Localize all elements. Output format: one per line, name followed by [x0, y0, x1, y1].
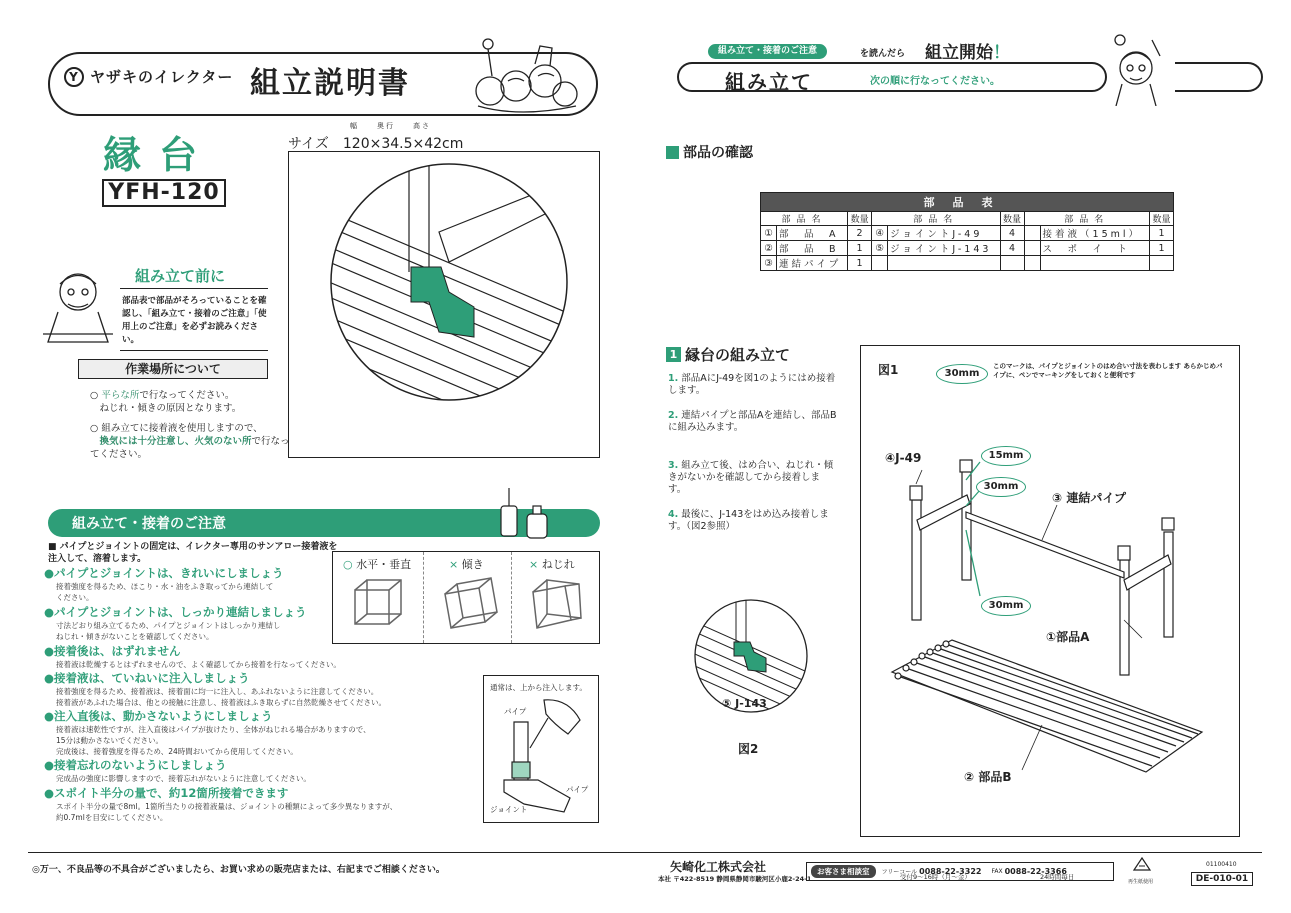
cell: ジョイントJ-143 [888, 241, 1000, 256]
product-name: 縁台 [103, 133, 216, 177]
dimension-labels [350, 121, 431, 131]
cell [872, 256, 888, 271]
cell: 部 品 B [777, 241, 848, 256]
injection-caption: 通常は、上から注入します。 [490, 683, 587, 692]
alignment-comparison-box [332, 551, 600, 644]
cell: 1 [848, 241, 872, 256]
cell [1024, 226, 1040, 241]
doc-number: DE-010-01 [1191, 872, 1253, 886]
parts-table-caption: 部品表 [761, 193, 1174, 212]
caution-7-title: スポイト半分の量で、約12箇所接着できます [54, 786, 289, 800]
joint-closeup-illustration [289, 152, 599, 457]
step-4-text: 最後に、J-143をはめ込み接着します。（図2参照） [668, 509, 829, 532]
caution-4: ●接着液は、ていねいに注入しましょう 接着強度を得るため、接着液は、接着面に均一に注入し、あふれないように注意してください。 接着液があふれた場合は、他との接触に注意し、接着液はふき取らずに自然乾燥させてください。 [44, 671, 386, 707]
cell [1000, 256, 1024, 271]
cell: ① [761, 226, 777, 241]
caution-5-line-3: 完成後は、接着強度を得るため、24時間おいてから使用してください。 [56, 747, 298, 756]
workplace-item-2-sub: で行なってください。 [90, 436, 290, 460]
cautions-band-title: 組み立て・接着のご注意 [72, 516, 226, 532]
step-2 [668, 410, 838, 434]
freecall-number: 0088-22-3322 [919, 867, 982, 876]
comparison-ok [343, 556, 411, 572]
cell: ④ [872, 226, 888, 241]
frame-cube-icons [333, 574, 599, 644]
divider [120, 350, 268, 351]
freecall-hours: 受付9〜16時（月〜金） [900, 873, 971, 881]
table-row [761, 212, 1174, 226]
step-4-number: 4. [668, 509, 679, 520]
step-3-number: 3. [668, 460, 679, 471]
recycle-icon [1130, 856, 1154, 876]
fax-number: 0088-22-3366 [1004, 867, 1067, 876]
cell: 1 [1150, 226, 1174, 241]
workplace-item-1: ○ 平らな所で行なってください。 ねじれ・傾きの原因となります。 [90, 390, 242, 414]
cell: 連結パイプ [777, 256, 848, 271]
fax-label: FAX [991, 868, 1003, 875]
closeup-illustration-box [288, 151, 600, 458]
caution-6: ●接着忘れのないようにしましょう 完成品の強度に影響しますので、接着忘れがないように注意してください。 [44, 758, 311, 783]
step-4 [668, 509, 838, 533]
parts-table [760, 192, 1174, 271]
comparison-tilt-label: 傾き [461, 558, 484, 571]
caution-4-line-2: 接着液があふれた場合は、他との接触に注意し、接着液はふき取らずに自然乾燥させてください。 [56, 698, 386, 707]
cell: ス ポ イ ト [1040, 241, 1149, 256]
fig1-label: 図1 [878, 363, 899, 377]
caution-4-line-1: 接着強度を得るため、接着液は、接着面に均一に注入し、あふれないように注意してください。 [56, 687, 379, 696]
doc-title: 組立説明書 [250, 66, 410, 101]
cell: 4 [1000, 226, 1024, 241]
adhesive-bottle-icon [495, 484, 555, 544]
step-1-number: 1. [668, 373, 679, 384]
col-qty-3: 数量 [1150, 212, 1174, 226]
caution-2-line-2: ねじれ・傾きがないことを確認してください。 [56, 632, 214, 641]
table-row [761, 256, 1174, 271]
caution-2-line-1: 寸法どおり組み立てるため、パイプとジョイントはしっかり連結し [56, 621, 281, 630]
caution-1-line-1: 接着強度を得るため、ほこり・水・油をふき取ってから連結して [56, 582, 274, 591]
caution-reference-tag: 組み立て・接着のご注意 [708, 44, 827, 59]
cell [1040, 256, 1149, 271]
fig1-pipe-label: ③ 連結パイプ [1052, 491, 1126, 505]
brand-text: ヤザキのイレクター [90, 68, 234, 86]
cell: ② [761, 241, 777, 256]
footer-divider [28, 852, 1262, 853]
mascot-icon [1108, 30, 1168, 106]
yazaki-logo-icon: Y [64, 67, 84, 87]
divider [120, 288, 268, 289]
fig1-mark-note: このマークは、パイプとジョイントのはめ合い寸法を表わします あらかじめパイプに、ペンでマーキングをしておくと便利です [993, 362, 1223, 379]
injection-pipe2-label: パイプ [566, 785, 589, 794]
fax-hours: 24時間毎日 [1040, 873, 1075, 881]
assembly-title-frame-end [1175, 62, 1263, 92]
fig1-dim-15: 15mm [981, 446, 1031, 466]
size-value: 120×34.5×42cm [342, 136, 464, 152]
table-row [761, 241, 1174, 256]
comparison-ok-mark: ○ [343, 558, 353, 571]
comparison-ok-label: 水平・垂直 [356, 558, 412, 571]
parts-section-title: 部品の確認 [683, 145, 753, 161]
assembly-section-title: 縁台の組み立て [685, 346, 791, 364]
workplace-item-2: ○ 組み立てに接着液を使用しますので、 換気には十分注意し、火気のない所で行なってください。 [90, 423, 290, 460]
injection-illustration-box [483, 675, 599, 823]
caution-7-line-2: 約0.7mlを目安にしてください。 [56, 813, 168, 822]
injection-hand-illustration [484, 694, 598, 822]
cell: 4 [1000, 241, 1024, 256]
fig1-j49-label: ④J-49 [885, 451, 922, 465]
fig2-label: 図2 [738, 742, 759, 756]
company-name: 矢崎化工株式会社 [670, 860, 767, 874]
caution-2-title: パイプとジョイントは、しっかり連結しましょう [54, 605, 307, 619]
caution-3: ●接着後は、はずれません 接着液は乾燥するとはずれませんので、よく確認してから接着を行なってください。 [44, 644, 341, 669]
workplace-item-2-lead: 組み立てに接着液を使用しますので、 [101, 423, 263, 434]
workplace-item-2-em: 換気には十分注意し、火気のない所 [99, 436, 252, 447]
comparison-twist-label: ねじれ [541, 558, 575, 571]
step-2-text: 連結パイプと部品Aを連結し、部品Bに組み込みます。 [668, 410, 837, 433]
caution-4-title: 接着液は、ていねいに注入しましょう [54, 671, 250, 685]
company-address: 本社 〒422-8519 静岡県静岡市駿河区小鹿2-24-1 [658, 875, 812, 883]
size-spec [288, 133, 463, 153]
fig1-dim-30b: 30mm [981, 596, 1031, 616]
assembly-section-number: 1 [666, 347, 681, 362]
fig1-partB-label: ② 部品B [964, 770, 1012, 784]
fig2-j143-label: ⑤ J-143 [722, 697, 767, 710]
dim-height-label: 高さ [413, 122, 431, 130]
workplace-item-1-lead: 平らな所 [101, 390, 140, 401]
cell: 2 [848, 226, 872, 241]
cell [1024, 256, 1040, 271]
section-marker-icon [666, 146, 679, 159]
caution-7: ●スポイト半分の量で、約12箇所接着できます スポイト半分の量で8ml。1箇所当たりの接着液量は、ジョイントの種類によって多少異なりますが、 約0.7mlを目安にしてください。 [44, 786, 398, 822]
caution-3-line-1: 接着液は乾燥するとはずれませんので、よく確認してから接着を行なってください。 [56, 660, 341, 669]
cell: ⑤ [872, 241, 888, 256]
caution-7-line-1: スポイト半分の量で8ml。1箇所当たりの接着液量は、ジョイントの種類によって多少異なりますが、 [56, 802, 398, 811]
fig1-dim-30a: 30mm [976, 477, 1026, 497]
caution-6-line-1: 完成品の強度に影響しますので、接着忘れがないように注意してください。 [56, 774, 311, 783]
workplace-item-1-rest: で行なってください。 [139, 390, 235, 401]
injection-joint-label: ジョイント [490, 805, 528, 814]
caution-5-line-1: 接着液は速乾性ですが、注入直後はパイプが抜けたり、全体がねじれる場合がありますので、 [56, 725, 371, 734]
footer-disclaimer: ◎万一、不良品等の不具合がございましたら、お買い求めの販売店または、右記までご相談ください。 [32, 865, 445, 875]
parts-section-heading [666, 142, 753, 162]
assembly-section-heading [666, 344, 790, 365]
size-label: サイズ [288, 136, 329, 152]
freecall-label: フリーコール [881, 869, 918, 876]
caution-1: ●パイプとジョイントは、きれいにしましょう 接着強度を得るため、ほこり・水・油をふき取ってから連結して ください。 [44, 566, 284, 602]
cell: 部 品 A [777, 226, 848, 241]
step-2-number: 2. [668, 410, 679, 421]
step-1 [668, 373, 838, 397]
contact-label: お客さま相談室 [811, 865, 876, 878]
assembly-subtitle: 次の順に行なってください。 [870, 76, 1000, 87]
workplace-item-1-sub: ねじれ・傾きの原因となります。 [99, 403, 242, 414]
caution-5: ●注入直後は、動かさないようにしましょう 接着液は速乾性ですが、注入直後はパイプが抜けたり、全体がねじれる場合がありますので、 15分は動かさないでください。 完成後は、接着強度を得るため、24時間おいてから使用してください。 [44, 709, 371, 756]
col-name-3: 部品名 [1024, 212, 1149, 226]
table-row [761, 226, 1174, 241]
cell [1024, 241, 1040, 256]
caution-3-title: 接着後は、はずれません [54, 644, 181, 658]
comparison-twist [529, 556, 575, 572]
comparison-tilt-mark: × [449, 558, 459, 571]
cautions-intro-text: パイプとジョイントの固定は、イレクター専用のサンアロー接着液を注入して、溶着します。 [48, 542, 338, 564]
doc-subnumber: 01100410 [1206, 861, 1237, 868]
start-heading [925, 38, 1010, 63]
caution-1-title: パイプとジョイントは、きれいにしましょう [54, 566, 284, 580]
mascot-group-icon [460, 36, 580, 118]
col-name-1: 部品名 [761, 212, 848, 226]
col-name-2: 部品名 [872, 212, 1000, 226]
brand-logo [64, 66, 233, 87]
dim-width-label: 幅 [350, 122, 359, 130]
start-text: 組立開始 [925, 43, 993, 63]
step-1-text: 部品AにJ-49を図1のようにはめ接着します。 [668, 373, 836, 396]
caution-1-line-2: ください。 [56, 593, 94, 602]
cell [888, 256, 1000, 271]
assembly-title: 組み立て [725, 70, 813, 94]
comparison-twist-mark: × [529, 558, 539, 571]
step-3-text: 組み立て後、はめ合い、ねじれ・傾きがないかを確認してから接着します。 [668, 460, 834, 495]
workplace-heading: 作業場所について [78, 359, 268, 379]
cell: 1 [848, 256, 872, 271]
caution-2: ●パイプとジョイントは、しっかり連結しましょう 寸法どおり組み立てるため、パイプとジョイントはしっかり連結し ねじれ・傾きがないことを確認してください。 [44, 605, 307, 641]
before-assembly-title: 組み立て前に [135, 267, 226, 285]
comparison-tilt [449, 556, 484, 572]
caution-6-title: 接着忘れのないようにしましょう [54, 758, 227, 772]
read-then-text: を読んだら [860, 49, 906, 59]
col-qty-2: 数量 [1000, 212, 1024, 226]
cell: 1 [1150, 241, 1174, 256]
caution-5-line-2: 15分は動かさないでください。 [56, 736, 164, 745]
start-mark: ！ [993, 43, 1010, 63]
cautions-intro: ■ パイプとジョイントの固定は、イレクター専用のサンアロー接着液を注入して、溶着します。 [48, 542, 338, 564]
cell: ジョイントJ-49 [888, 226, 1000, 241]
cell: ③ [761, 256, 777, 271]
model-number: YFH-120 [102, 179, 226, 207]
injection-pipe-label: パイプ [504, 707, 527, 716]
worker-mascot-icon [38, 262, 118, 352]
before-assembly-text: 部品表で部品がそろっていることを確認し、「組み立て・接着のご注意」「使用上のご注意」を必ずお読みください。 [122, 296, 267, 345]
col-qty-1: 数量 [848, 212, 872, 226]
caution-5-title: 注入直後は、動かさないようにしましょう [54, 709, 273, 723]
cell [1150, 256, 1174, 271]
cell: 接着液（15ml） [1040, 226, 1149, 241]
recycle-text: 再生紙使用 [1128, 879, 1154, 885]
dim-depth-label: 奥行 [377, 122, 395, 130]
fig1-partA-label: ①部品A [1046, 630, 1090, 644]
fig1-mark-example: 30mm [936, 364, 988, 384]
step-3 [668, 460, 838, 496]
